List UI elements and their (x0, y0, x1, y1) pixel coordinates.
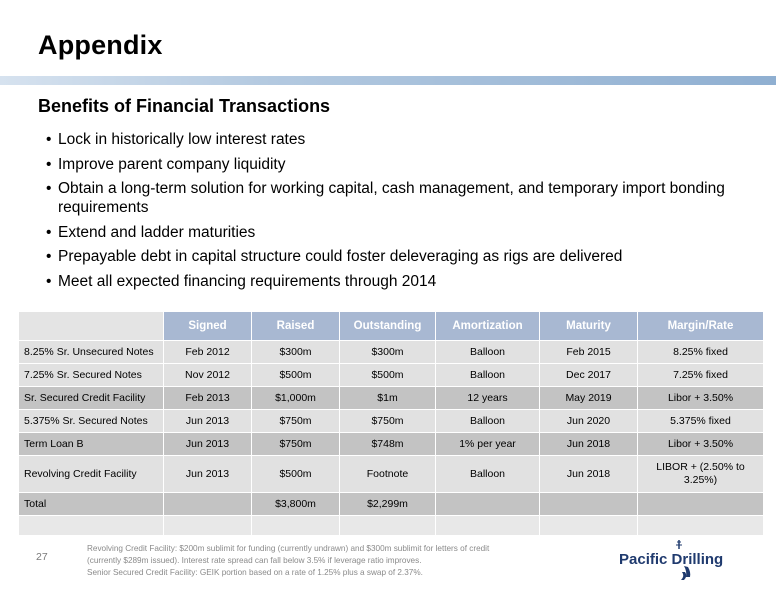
page-title: Appendix (38, 30, 163, 60)
footnote-line: (currently $289m issued). Interest rate spread can fall below 3.5% if leverage ratio improves. (87, 556, 422, 565)
table-row (19, 433, 764, 456)
table-cell (436, 516, 540, 536)
table-cell: Balloon (436, 410, 540, 433)
bullet-text: Lock in historically low interest rates (58, 131, 306, 148)
title-divider-bar (0, 76, 776, 85)
bullet-item (46, 130, 746, 149)
bullet-dot: • (46, 155, 52, 173)
table-cell: 7.25% fixed (638, 364, 764, 387)
bullet-text: Prepayable debt in capital structure could foster deleveraging as rigs are delivered (58, 248, 623, 266)
table-cell: Total (19, 493, 164, 516)
table-cell (252, 516, 340, 536)
table-cell: $300m (252, 341, 340, 364)
table-cell: Sr. Secured Credit Facility (19, 387, 164, 410)
bullet-item (46, 247, 746, 266)
table-cell: LIBOR + (2.50% to 3.25%) (638, 456, 764, 493)
column-header-signed: Signed (164, 312, 252, 341)
table-total-row (19, 493, 764, 516)
table-cell: Jun 2013 (164, 456, 252, 493)
table-cell: $1m (340, 387, 436, 410)
table-cell (164, 516, 252, 536)
table-cell: Jun 2020 (540, 410, 638, 433)
table-row (19, 387, 764, 410)
table-cell: Libor + 3.50% (638, 433, 764, 456)
table-cell: $2,299m (340, 493, 436, 516)
column-header-raised: Raised (252, 312, 340, 341)
financing-table (18, 311, 764, 536)
company-logo (617, 538, 737, 584)
table-cell (340, 516, 436, 536)
bullet-text: Obtain a long-term solution for working capital, cash management, and temporary import bonding requirements (58, 180, 725, 217)
bullet-item (46, 272, 746, 291)
table-cell: $750m (252, 410, 340, 433)
footnotes (87, 543, 587, 579)
footnote-line: Revolving Credit Facility: $200m sublimit for funding (currently undrawn) and $300m sublimit for letters of credit (87, 544, 490, 553)
bullet-dot: • (46, 223, 52, 241)
benefits-list (46, 130, 746, 297)
table-cell: $1,000m (252, 387, 340, 410)
bullet-text: Extend and ladder maturities (58, 223, 256, 241)
bullet-text: Improve parent company liquidity (58, 155, 286, 173)
section-subtitle: Benefits of Financial Transactions (38, 96, 331, 116)
table-cell (19, 516, 164, 536)
table-cell: Balloon (436, 456, 540, 493)
bullet-dot: • (46, 180, 52, 198)
table-cell: Revolving Credit Facility (19, 456, 164, 493)
table-cell: 7.25% Sr. Secured Notes (19, 364, 164, 387)
table-row (19, 341, 764, 364)
bullet-dot: • (46, 131, 52, 148)
table-cell (540, 493, 638, 516)
table-cell: Feb 2013 (164, 387, 252, 410)
table-cell: $750m (340, 410, 436, 433)
table-cell: Footnote (340, 456, 436, 493)
table-cell: $750m (252, 433, 340, 456)
page-number: 27 (36, 551, 48, 563)
table-header-row (19, 312, 764, 341)
table-row (19, 410, 764, 433)
table-cell (164, 493, 252, 516)
table-row (19, 364, 764, 387)
table-cell: Jun 2013 (164, 433, 252, 456)
table-cell: 8.25% fixed (638, 341, 764, 364)
column-header-outstanding: Outstanding (340, 312, 436, 341)
table-cell: May 2019 (540, 387, 638, 410)
table-cell (436, 493, 540, 516)
table-cell: Jun 2018 (540, 456, 638, 493)
table-cell (638, 493, 764, 516)
table-cell: Feb 2012 (164, 341, 252, 364)
table-cell: $3,800m (252, 493, 340, 516)
column-header-blank (19, 312, 164, 341)
table-cell: 5.375% Sr. Secured Notes (19, 410, 164, 433)
table-cell: 5.375% fixed (638, 410, 764, 433)
table-cell: Dec 2017 (540, 364, 638, 387)
bullet-dot: • (46, 248, 52, 266)
bullet-dot: • (46, 272, 52, 290)
table-cell: $500m (252, 364, 340, 387)
bullet-item (46, 155, 746, 174)
table-cell (540, 516, 638, 536)
table-cell: Libor + 3.50% (638, 387, 764, 410)
table-cell: $300m (340, 341, 436, 364)
table-cell: Jun 2018 (540, 433, 638, 456)
bullet-item (46, 223, 746, 242)
table-cell: Nov 2012 (164, 364, 252, 387)
drilling-rig-icon (617, 538, 737, 584)
table-cell (638, 516, 764, 536)
table-cell: Balloon (436, 341, 540, 364)
table-cell: Jun 2013 (164, 410, 252, 433)
table-cell: 1% per year (436, 433, 540, 456)
bullet-text: Meet all expected financing requirements through 2014 (58, 272, 437, 290)
table-cell: 12 years (436, 387, 540, 410)
logo-wordmark: Pacific Drilling (619, 551, 724, 568)
table-cell: Term Loan B (19, 433, 164, 456)
column-header-amortization: Amortization (436, 312, 540, 341)
table-cell: $500m (252, 456, 340, 493)
table-cell: $500m (340, 364, 436, 387)
table-cell: 8.25% Sr. Unsecured Notes (19, 341, 164, 364)
table-spacer-row (19, 516, 764, 536)
footnote-line: Senior Secured Credit Facility: GEIK portion based on a rate of 1.25% plus a swap of 2.37%. (87, 568, 423, 577)
column-header-maturity: Maturity (540, 312, 638, 341)
bullet-item (46, 179, 746, 217)
column-header-margin-rate: Margin/Rate (638, 312, 764, 341)
table-cell: $748m (340, 433, 436, 456)
table-row (19, 456, 764, 493)
table-cell: Balloon (436, 364, 540, 387)
table-cell: Feb 2015 (540, 341, 638, 364)
